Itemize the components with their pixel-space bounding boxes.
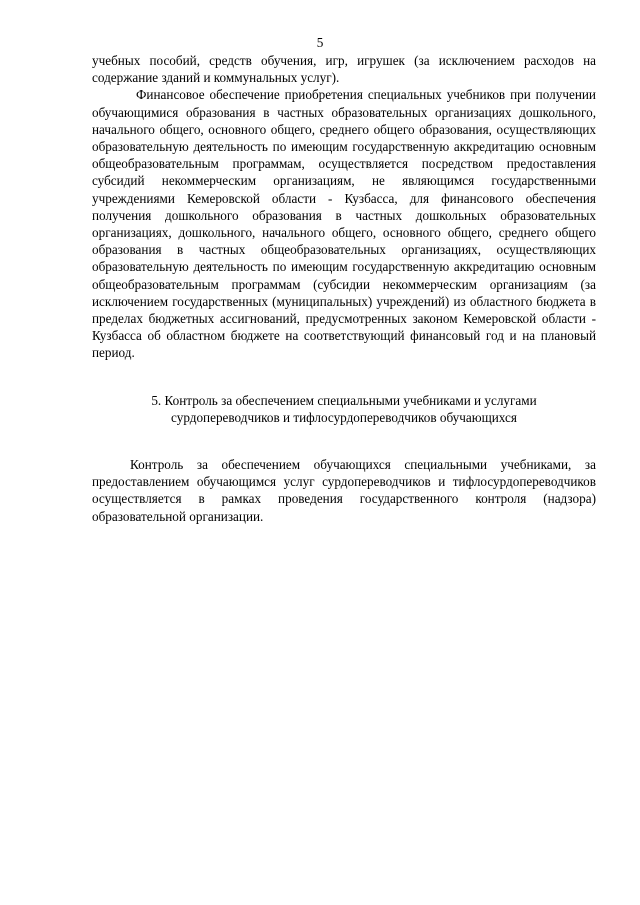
document-body (92, 52, 596, 525)
page-number: 5 (316, 35, 324, 50)
section-heading-line-2: сурдопереводчиков и тифлосурдопереводчиков обучающихся (171, 409, 517, 425)
paragraph-control: Контроль за обеспечением обучающихся специальными учебниками, за предоставлением обучающимся услуг сурдопереводчиков и тифлосурдопереводчиков осуществляется в рамках проведения государственного контроля (надзора) образовательной организации. (92, 457, 596, 524)
paragraph-continuation: учебных пособий, средств обучения, игр, игрушек (за исключением расходов на содержание зданий и коммунальных услуг). (92, 53, 596, 86)
section-spacer (92, 426, 596, 456)
paragraph-financing: Финансовое обеспечение приобретения специальных учебников при получении обучающимися образования в частных образовательных организациях дошкольного, начального общего, основного общего, среднего общего образования, осуществляющих образовательную деятельность по имеющим государственную аккредитацию основным общеобразовательным программам, осуществляется посредством предоставления субсидий некоммерческим организациям, не являющимся государственными учреждениями Кемеровской области - Кузбасса, для финансового обеспечения получения дошкольного образования в частных дошкольных образовательных организациях, дошкольного, начального общего, основного общего, среднего общего образования в частных общеобразовательных организациях, осуществляющих образовательную деятельность по имеющим государственную аккредитацию основным общеобразовательным программам (субсидии некоммерческим организациям (за исключением государственных (муниципальных) учреждений) из областного бюджета в пределах бюджетных ассигнований, предусмотренных законом Кемеровской области - Кузбасса об областном бюджете на соответствующий финансовый год и на плановый период. (92, 87, 596, 361)
section-heading (92, 392, 596, 426)
section-heading-line-1: 5. Контроль за обеспечением специальными учебниками и услугами (151, 392, 537, 408)
